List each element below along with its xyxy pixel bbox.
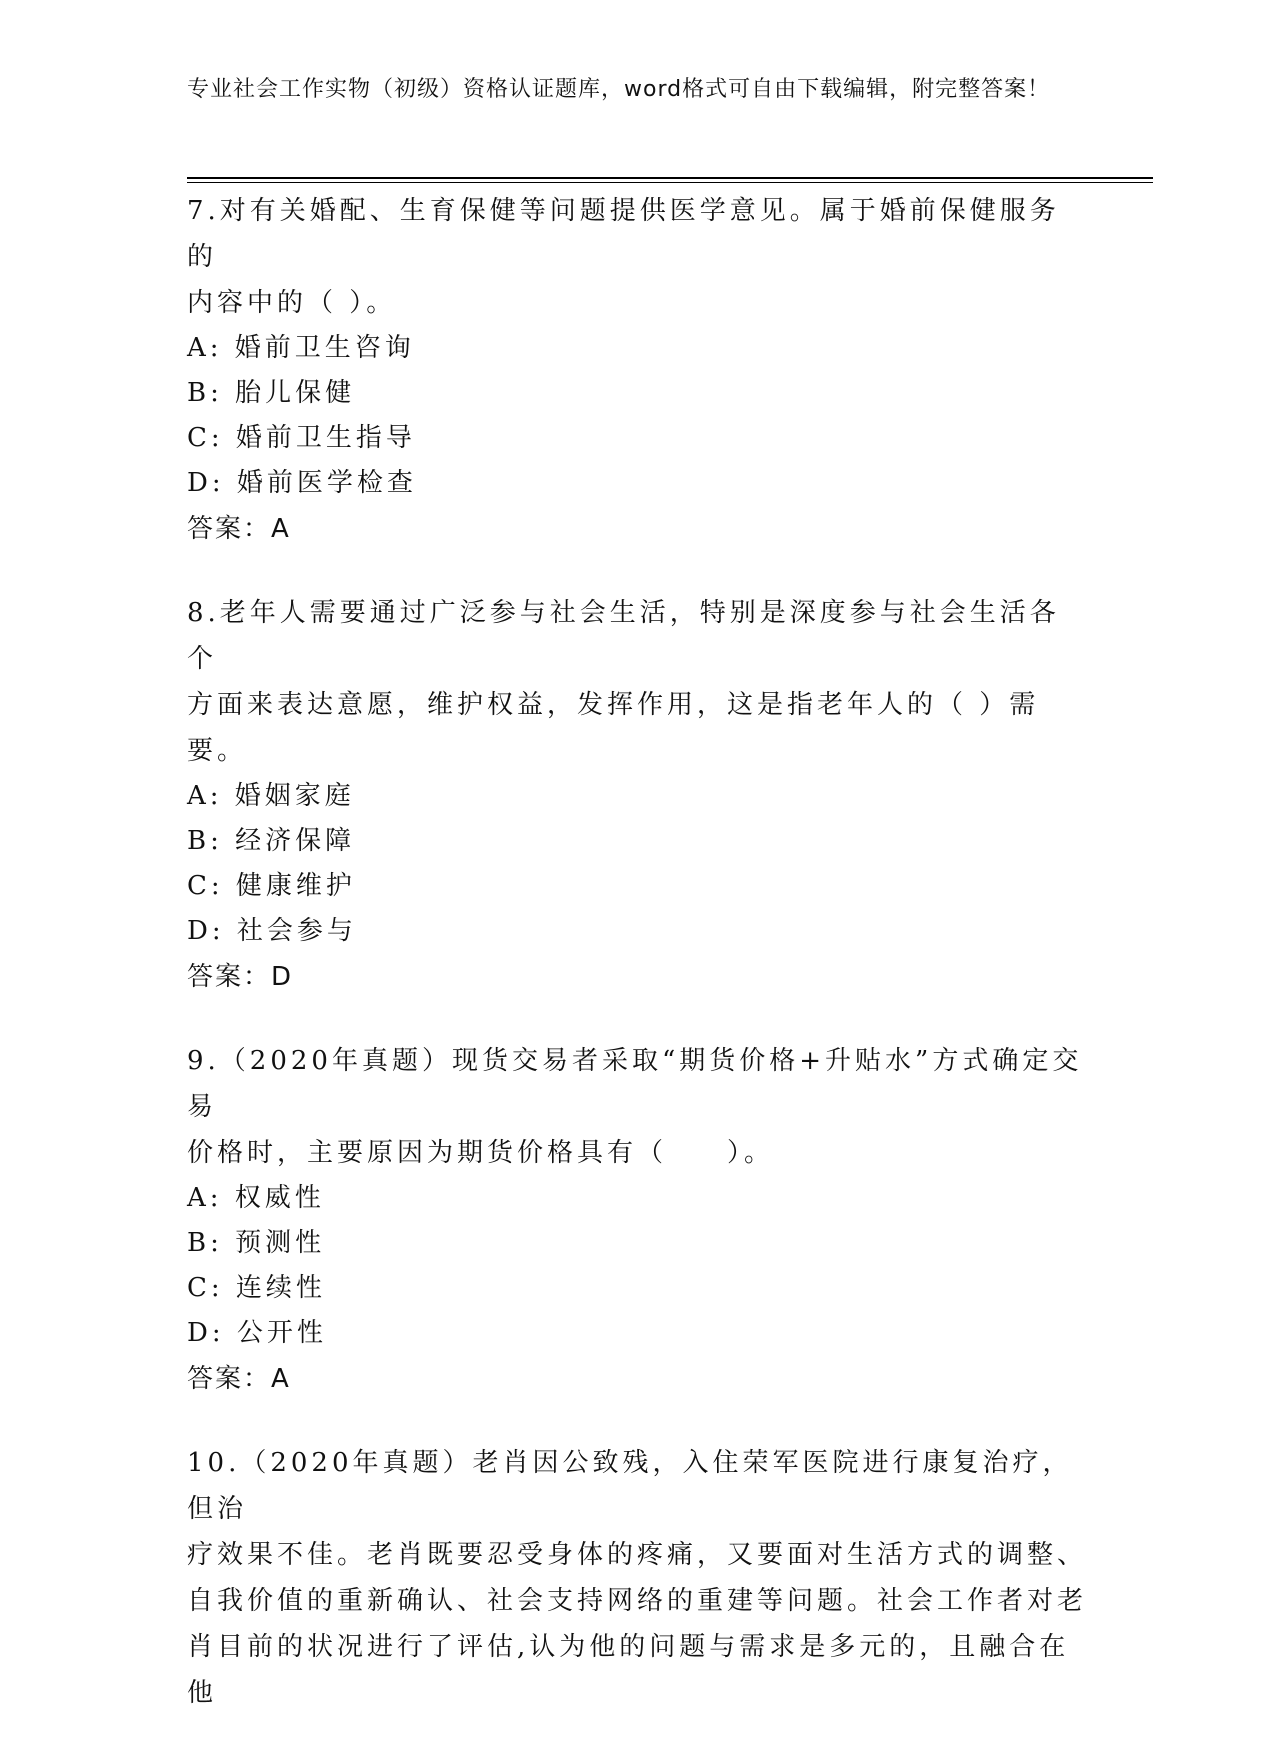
option-c: C: 婚前卫生指导 — [187, 423, 416, 453]
question-stem-line: 10.（2020年真题）老肖因公致残，入住荣军医院进行康复治疗，但治 — [187, 1448, 1073, 1524]
option-b: B: 经济保障 — [187, 826, 356, 856]
option-b: B: 胎儿保健 — [187, 378, 356, 408]
document-header: 专业社会工作实物（初级）资格认证题库，word格式可自由下载编辑，附完整答案！ — [187, 77, 1051, 102]
option-c: C: 健康维护 — [187, 871, 356, 901]
option-c: C: 连续性 — [187, 1273, 326, 1303]
option-a: A: 婚前卫生咨询 — [187, 333, 415, 363]
question-stem-line: 价格时，主要原因为期货价格具有（ ）。 — [187, 1138, 775, 1168]
question-stem-line: 9.（2020年真题）现货交易者采取“期货价格+升贴水”方式确定交易 — [187, 1046, 1083, 1122]
header-rule-top — [187, 177, 1153, 179]
answer-line: 答案：A — [187, 514, 291, 544]
question-stem-line: 疗效果不佳。老肖既要忍受身体的疼痛，又要面对生活方式的调整、 — [187, 1540, 1088, 1570]
question-stem-line: 8.老年人需要通过广泛参与社会生活，特别是深度参与社会生活各个 — [187, 598, 1060, 674]
question-stem-line: 7.对有关婚配、生育保健等问题提供医学意见。属于婚前保健服务的 — [187, 196, 1060, 272]
answer-line: 答案：A — [187, 1364, 291, 1394]
question-8 — [187, 590, 1087, 1000]
option-d: D: 婚前医学检查 — [187, 468, 417, 498]
option-d: D: 社会参与 — [187, 916, 357, 946]
option-d: D: 公开性 — [187, 1318, 327, 1348]
question-stem-line: 内容中的（ ）。 — [187, 288, 397, 318]
question-7 — [187, 188, 1087, 552]
option-b: B: 预测性 — [187, 1228, 326, 1258]
answer-line: 答案：D — [187, 962, 294, 992]
header-rule-bottom — [187, 182, 1153, 183]
question-stem-line: 方面来表达意愿，维护权益，发挥作用，这是指老年人的（ ）需要。 — [187, 690, 1040, 766]
question-stem-line: 自我价值的重新确认、社会支持网络的重建等问题。社会工作者对老 — [187, 1586, 1088, 1616]
option-a: A: 婚姻家庭 — [187, 781, 355, 811]
question-10 — [187, 1440, 1087, 1716]
option-a: A: 权威性 — [187, 1183, 325, 1213]
question-list — [187, 188, 1087, 1754]
question-9 — [187, 1038, 1087, 1402]
question-stem-line: 肖目前的状况进行了评估,认为他的问题与需求是多元的，且融合在他 — [187, 1632, 1070, 1708]
